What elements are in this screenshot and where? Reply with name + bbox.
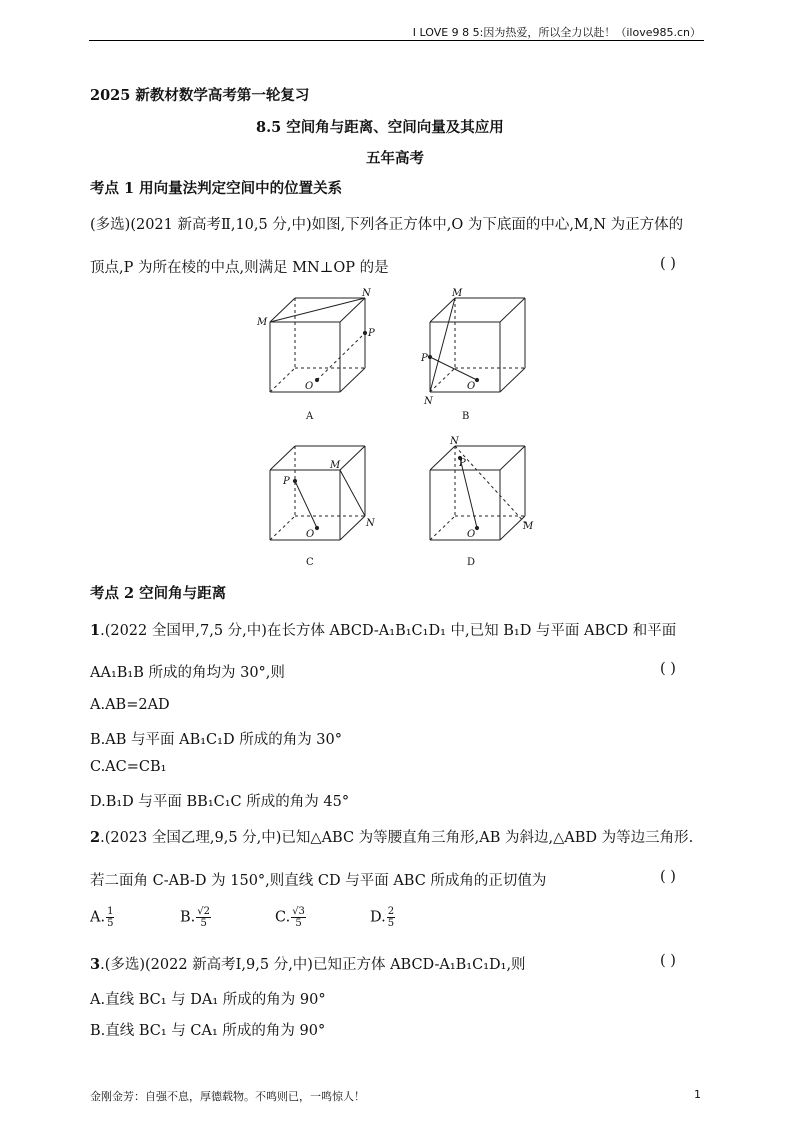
cube-a-label-p: P — [368, 328, 375, 339]
cube-b-label-p: P — [421, 353, 428, 364]
topic2-heading: 考点 2 空间角与距离 — [90, 585, 227, 602]
q3-option-a: A.直线 BC₁ 与 DA₁ 所成的角为 90° — [90, 992, 326, 1008]
q1-option-c: C.AC=CB₁ — [90, 759, 167, 775]
cube-a-label-m: M — [257, 317, 268, 328]
cube-c-label-n: N — [366, 518, 375, 529]
cube-d — [430, 446, 525, 540]
cube-d-label-n: N — [450, 436, 459, 447]
footer-motto: 金刚金芳：自强不息，厚德载物。不鸣则已，一鸣惊人！ — [90, 1090, 365, 1103]
header-site-text: I LOVE 9 8 5:因为热爱，所以全力以赴！（ilove985.cn） — [412, 26, 701, 39]
q2-option-b-numerator: √2 — [197, 906, 210, 917]
header-rule — [89, 40, 704, 41]
cube-figures — [250, 282, 550, 572]
q1-stem-line1: .(2022 全国甲,7,5 分,中)在长方体 ABCD-A₁B₁C₁D₁ 中,已知 B₁D 与平面 ABCD 和平面 — [100, 623, 677, 639]
q3-line1 — [90, 953, 526, 974]
q3-number: 3 — [90, 956, 101, 973]
q2-option-b-prefix: B. — [180, 909, 196, 926]
cube-d-caption: D — [467, 557, 476, 568]
subtitle: 五年高考 — [366, 150, 424, 167]
q2-option-a — [90, 906, 114, 929]
q2-option-c-prefix: C. — [275, 909, 291, 926]
q2-option-a-prefix: A. — [90, 909, 106, 926]
cube-c-caption: C — [306, 557, 314, 568]
q2-option-d-fraction — [387, 906, 395, 929]
cube-a — [270, 298, 367, 392]
q2-option-b-denominator: 5 — [200, 918, 207, 929]
cube-b-label-o: O — [467, 381, 476, 392]
q2-stem-line1: .(2023 全国乙理,9,5 分,中)已知△ABC 为等腰直角三角形,AB 为斜边,△ABD 为等边三角形. — [100, 830, 694, 846]
cube-b-caption: B — [462, 411, 470, 422]
topic1-question-line1: (多选)(2021 新高考Ⅱ,10,5 分,中)如图,下列各正方体中,O 为下底面的中心,M,N 为正方体的 — [90, 217, 684, 233]
q2-number: 2 — [90, 829, 101, 846]
q2-option-d-numerator: 2 — [387, 906, 395, 917]
q2-option-c-denominator: 5 — [295, 918, 302, 929]
q1-option-b: B.AB 与平面 AB₁C₁D 所成的角为 30° — [90, 732, 343, 748]
section-title: 8.5 空间角与距离、空间向量及其应用 — [256, 119, 504, 136]
cube-b-label-n: N — [424, 396, 433, 407]
q1-number: 1 — [90, 622, 101, 639]
q2-option-b-fraction — [196, 906, 211, 929]
topic1-heading: 考点 1 用向量法判定空间中的位置关系 — [90, 180, 343, 197]
cube-c — [270, 446, 365, 540]
cube-a-label-o: O — [305, 381, 314, 392]
topic1-answer-paren: ( ) — [660, 256, 676, 272]
q2-option-c-fraction — [291, 906, 306, 929]
cube-d-label-o: O — [467, 529, 476, 540]
q2-option-d-prefix: D. — [370, 909, 386, 926]
q1-option-d: D.B₁D 与平面 BB₁C₁C 所成的角为 45° — [90, 794, 350, 810]
q3-answer-paren: ( ) — [660, 953, 676, 969]
q2-answer-paren: ( ) — [660, 869, 676, 885]
q3-stem-line1: .(多选)(2022 新高考Ⅰ,9,5 分,中)已知正方体 ABCD-A₁B₁C₁D₁,则 — [100, 957, 526, 973]
series-title: 2025 新教材数学高考第一轮复习 — [90, 87, 310, 104]
cube-a-caption: A — [306, 411, 314, 422]
cube-d-label-m: M — [523, 521, 534, 532]
q1-option-a: A.AB=2AD — [90, 697, 170, 713]
q1-answer-paren: ( ) — [660, 661, 676, 677]
q2-option-b — [180, 906, 211, 929]
q2-line1 — [90, 826, 693, 847]
q2-option-d-denominator: 5 — [387, 918, 395, 929]
page-number: 1 — [694, 1088, 701, 1101]
topic1-question-line2: 顶点,P 为所在棱的中点,则满足 MN⊥OP 的是 — [90, 260, 389, 276]
cube-c-label-p: P — [283, 476, 290, 487]
q2-option-c — [275, 906, 306, 929]
q3-option-b: B.直线 BC₁ 与 CA₁ 所成的角为 90° — [90, 1023, 326, 1039]
q2-option-a-numerator: 1 — [107, 906, 114, 917]
cube-c-label-m: M — [330, 460, 341, 471]
q2-option-d — [370, 906, 395, 929]
cube-b-label-m: M — [452, 288, 463, 299]
q2-stem-line2: 若二面角 C-AB-D 为 150°,则直线 CD 与平面 ABC 所成角的正切值为 — [90, 873, 547, 889]
q2-option-a-fraction — [106, 906, 114, 929]
cube-c-label-o: O — [306, 529, 315, 540]
cube-a-label-n: N — [362, 288, 371, 299]
cube-b — [428, 298, 525, 392]
q2-option-c-numerator: √3 — [292, 906, 305, 917]
cube-d-label-p: P — [459, 458, 466, 469]
q1-stem-line2: AA₁B₁B 所成的角均为 30°,则 — [90, 665, 285, 681]
q2-option-a-denominator: 5 — [107, 918, 114, 929]
q1-line1 — [90, 619, 676, 640]
